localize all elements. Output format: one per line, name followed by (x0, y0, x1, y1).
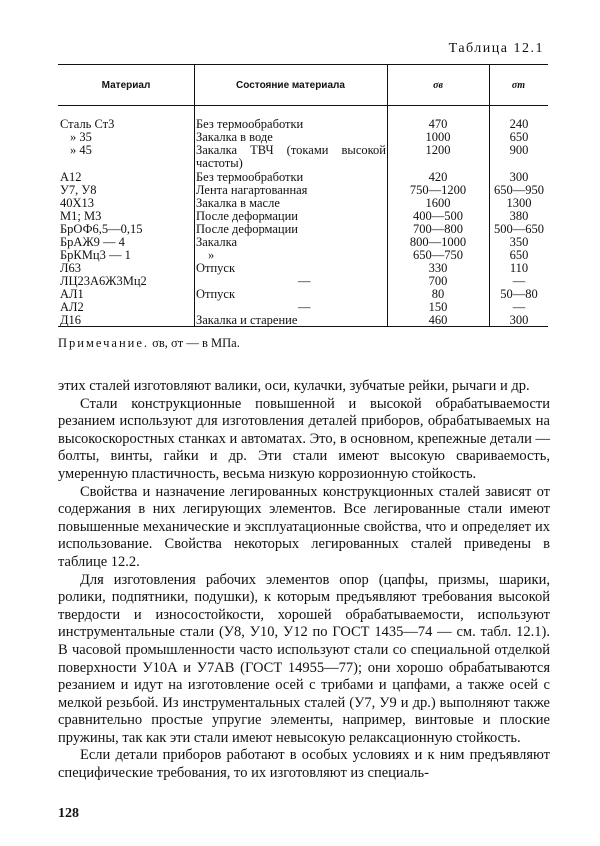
table-row (58, 275, 548, 288)
state-cell: Закалка в масле (196, 196, 280, 210)
sigma-t-cell: 300 (509, 313, 529, 327)
sigma-b-cell: 1600 (425, 196, 451, 210)
state-cell: — (298, 274, 311, 288)
table-row (58, 236, 548, 249)
material-cell: Сталь Ст3 (60, 117, 115, 131)
sigma-b-cell: 330 (428, 261, 448, 275)
material-cell: БрКМц3 — 1 (60, 248, 131, 262)
state-cell: После деформации (196, 209, 298, 223)
table-row (58, 314, 548, 327)
paragraph: Для изготовления рабочих элементов опор (цапфы, призмы, шарики, ролики, подпятники, подушки), к которым предъявляют требования высокой твердости и износостойкости, хорошей обрабатываемости, используют инструментальные стали (У8, У10, У12 по ГОСТ 1435—74 — см. табл. 12.1). В часовой промышленности часто используют стали со специальной отделкой поверхности У10А и У7АВ (ГОСТ 14955—77); они хорошо обрабатываются резанием и идут на изготовление осей с трибами и цапфами, а также осей с мелкой резьбой. Из инструментальных сталей (У7, У9 и др.) выполняют также сравнительно простые упругие элементы, например, винтовые и плоские пружины, так как эти стали имеют невысокую релаксационную стойкость. (58, 571, 550, 746)
sigma-b-cell: 1000 (425, 130, 451, 144)
sigma-b-cell: 800—1000 (409, 235, 467, 249)
page-number: 128 (58, 806, 79, 821)
material-cell: Д16 (60, 313, 82, 327)
table-label: Таблица 12.1 (448, 41, 544, 56)
table-row (58, 223, 548, 236)
sigma-t-cell: 900 (509, 143, 529, 157)
note-text: σв, σт — в МПа. (152, 336, 240, 350)
header-material: Материал (101, 80, 151, 91)
sigma-b-cell: 460 (428, 313, 448, 327)
state-cell: Без термообработки (196, 170, 304, 184)
sigma-t-cell: 650—950 (494, 183, 544, 197)
material-cell: АЛ1 (60, 287, 84, 301)
material-cell: 40Х13 (60, 196, 95, 210)
sigma-t-cell: 380 (509, 209, 529, 223)
table-top-rule (58, 64, 548, 65)
sigma-b-cell: 400—500 (413, 209, 463, 223)
table-header-rule (58, 105, 548, 106)
paragraph: Стали конструкционные повышенной и высокой обрабатываемости резанием используют для изготовления деталей приборов, обрабатываемых на высокоскоростных станках и автоматах. Это, в основном, крепежные детали — болты, винты, гайки и др. Эти стали имеют высокую свариваемость, умеренную пластичность, весьма низкую коррозионную стойкость. (58, 395, 550, 482)
sigma-t-cell: 240 (509, 117, 529, 131)
state-cell: Лента нагартованная (196, 183, 308, 197)
sigma-t-cell: 650 (509, 248, 529, 262)
sigma-b-cell: 750—1200 (409, 183, 467, 197)
sigma-t-cell: — (512, 300, 526, 314)
material-cell: БрАЖ9 — 4 (60, 235, 125, 249)
table-row (58, 249, 548, 262)
sigma-t-cell: 110 (509, 261, 529, 275)
paragraph: Если детали приборов работают в особых условиях и к ним предъявляют специфические требования, то их изготовляют из специаль- (58, 747, 550, 782)
sigma-b-cell: 650—750 (413, 248, 463, 262)
sigma-t-cell: 1300 (506, 196, 532, 210)
sigma-b-cell: 1200 (425, 143, 451, 157)
material-cell: АЛ2 (60, 300, 84, 314)
sigma-b-cell: 150 (428, 300, 448, 314)
state-cell: Отпуск (196, 287, 236, 301)
material-cell: » 45 (70, 143, 92, 157)
state-cell: Закалка и старение (196, 313, 298, 327)
state-cell: Закалка в воде (196, 130, 273, 144)
material-cell: А12 (60, 170, 82, 184)
table-row (58, 184, 548, 197)
sigma-t-cell: 300 (509, 170, 529, 184)
sigma-t-cell: 500—650 (494, 222, 544, 236)
note-label: Примечание. (58, 336, 150, 350)
material-cell: БрОФ6,5—0,15 (60, 222, 143, 236)
paragraph: Свойства и назначение легированных конструкционных сталей зависят от содержания в них легирующих элементов. Все легированные стали имеют повышенные механические и эксплуатационные свойства, что и определяет их использование. Свойства некоторых легированных сталей приведены в таблице 12.2. (58, 483, 550, 570)
material-cell: М1; М3 (60, 209, 102, 223)
state-cell: — (298, 300, 311, 314)
state-cell: После деформации (196, 222, 298, 236)
table-row (58, 197, 548, 210)
sigma-b-cell: 700 (428, 274, 448, 288)
material-cell: ЛЦ23А6Ж3Мц2 (60, 274, 147, 288)
sigma-b-cell: 700—800 (413, 222, 463, 236)
material-cell: » 35 (70, 130, 92, 144)
state-cell: Закалка ТВЧ (токами высокой частоты) (196, 143, 386, 170)
state-cell: Закалка (196, 235, 238, 249)
sigma-b-cell: 80 (431, 287, 445, 301)
header-sigma-b: σв (433, 80, 443, 91)
sigma-t-cell: 650 (509, 130, 529, 144)
body-text (58, 378, 550, 783)
sigma-b-cell: 420 (428, 170, 448, 184)
material-cell: Л63 (60, 261, 81, 275)
paragraph: этих сталей изготовляют валики, оси, кулачки, зубчатые рейки, рычаги и др. (58, 378, 530, 394)
table-body (58, 118, 548, 327)
state-cell: » (208, 248, 215, 262)
material-cell: У7, У8 (60, 183, 97, 197)
state-cell: Отпуск (196, 261, 236, 275)
table-row (58, 144, 548, 171)
table-row (58, 301, 548, 314)
sigma-t-cell: 50—80 (500, 287, 538, 301)
header-sigma-t: σт (511, 80, 526, 91)
sigma-t-cell: 350 (509, 235, 529, 249)
header-state: Состояние материала (236, 80, 345, 91)
state-cell: Без термообработки (196, 117, 304, 131)
sigma-t-cell: — (512, 274, 526, 288)
sigma-b-cell: 470 (428, 117, 448, 131)
table-note (58, 336, 240, 351)
table-row (58, 118, 548, 131)
